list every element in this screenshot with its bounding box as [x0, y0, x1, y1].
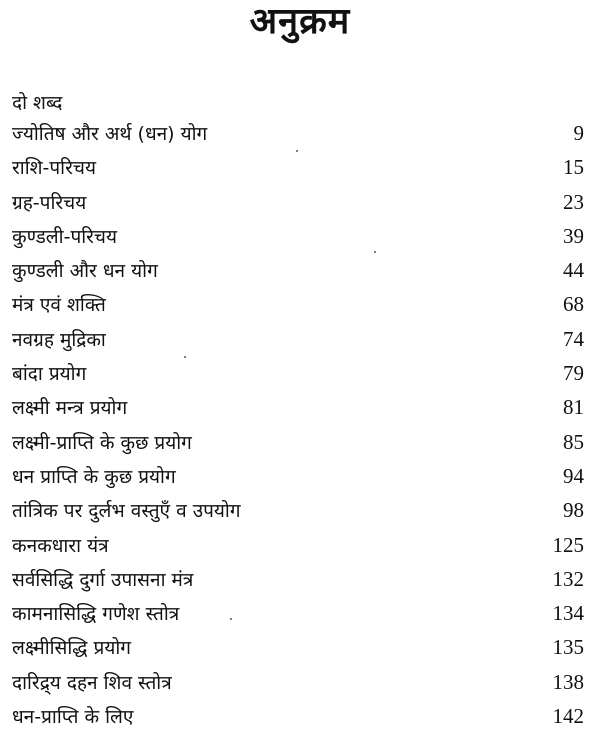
- page-title: अनुक्रम: [249, 1, 351, 42]
- toc-entry-title: धन प्राप्ति के कुछ प्रयोग: [12, 465, 176, 488]
- print-speck: [184, 356, 186, 358]
- toc-entry-title: कुण्डली और धन योग: [12, 260, 158, 283]
- toc-entry-page: 9: [573, 121, 584, 145]
- print-speck: [230, 618, 232, 620]
- toc-entry: [12, 600, 584, 634]
- print-speck: [374, 251, 376, 253]
- toc-entry: [12, 497, 584, 531]
- toc-entry-title: लक्ष्मीसिद्धि प्रयोग: [12, 637, 131, 660]
- toc-entry-page: 94: [563, 463, 584, 488]
- toc-entry-title: ग्रह-परिचय: [12, 191, 87, 214]
- toc-entry-page: 74: [563, 326, 584, 351]
- toc-entry-title: सर्वसिद्धि दुर्गा उपासना मंत्र: [12, 568, 194, 591]
- toc-entry-title: कुण्डली-परिचय: [12, 225, 118, 248]
- toc-entry-title: दो शब्द: [12, 92, 63, 114]
- toc-entry-title: लक्ष्मी-प्राप्ति के कुछ प्रयोग: [12, 431, 192, 454]
- toc-entry-page: 85: [563, 429, 584, 454]
- toc-entry-page: 81: [563, 395, 584, 420]
- toc-entry: [12, 429, 584, 463]
- toc-entry-page: 138: [552, 669, 584, 694]
- toc-entry: [12, 532, 584, 566]
- toc-entry-title: राशि-परिचय: [12, 157, 96, 180]
- toc-entry-title: तांत्रिक पर दुर्लभ वस्तुएँ व उपयोग: [12, 500, 241, 523]
- toc-entry: [12, 566, 584, 600]
- toc-entry-page: 132: [552, 566, 584, 591]
- toc-entry-title: मंत्र एवं शक्ति: [12, 294, 106, 317]
- toc-entry-page: 39: [563, 223, 584, 248]
- toc-entry-title: धन-प्राप्ति के लिए: [12, 706, 134, 729]
- toc-entry: [12, 189, 584, 223]
- toc-entry-title: बांदा प्रयोग: [12, 363, 87, 386]
- print-speck: [296, 150, 298, 152]
- toc-entry: [12, 223, 584, 257]
- toc-entry-page: 98: [563, 498, 584, 523]
- toc-entry: [12, 90, 584, 120]
- toc-entry-page: 15: [563, 155, 584, 180]
- toc-entry-page: 135: [552, 635, 584, 660]
- toc-entry: [12, 120, 584, 154]
- toc-entry: [12, 394, 584, 428]
- toc-entry: [12, 703, 584, 737]
- toc-entry-title: ज्योतिष और अर्थ (धन) योग: [12, 123, 208, 145]
- toc-entry-title: कनकधारा यंत्र: [12, 534, 109, 557]
- toc-entry-page: 142: [552, 704, 584, 729]
- toc-entry-title: दारिद्र्य दहन शिव स्तोत्र: [12, 671, 172, 694]
- toc-entry-page: 134: [552, 601, 584, 626]
- toc-entry: [12, 463, 584, 497]
- table-of-contents: [12, 90, 584, 737]
- toc-entry-title: लक्ष्मी मन्त्र प्रयोग: [12, 397, 128, 420]
- toc-entry-page: 125: [552, 532, 584, 557]
- toc-entry-page: 23: [563, 189, 584, 214]
- toc-entry-page: 68: [563, 292, 584, 317]
- toc-entry: [12, 291, 584, 325]
- toc-entry-page: 79: [563, 361, 584, 386]
- toc-entry-title: कामनासिद्धि गणेश स्तोत्र: [12, 603, 180, 626]
- toc-entry: [12, 360, 584, 394]
- toc-entry: [12, 257, 584, 291]
- toc-entry: [12, 669, 584, 703]
- toc-entry: [12, 326, 584, 360]
- toc-entry-page: 44: [563, 258, 584, 283]
- toc-entry: [12, 634, 584, 668]
- toc-entry-title: नवग्रह मुद्रिका: [12, 328, 106, 351]
- toc-entry: [12, 154, 584, 188]
